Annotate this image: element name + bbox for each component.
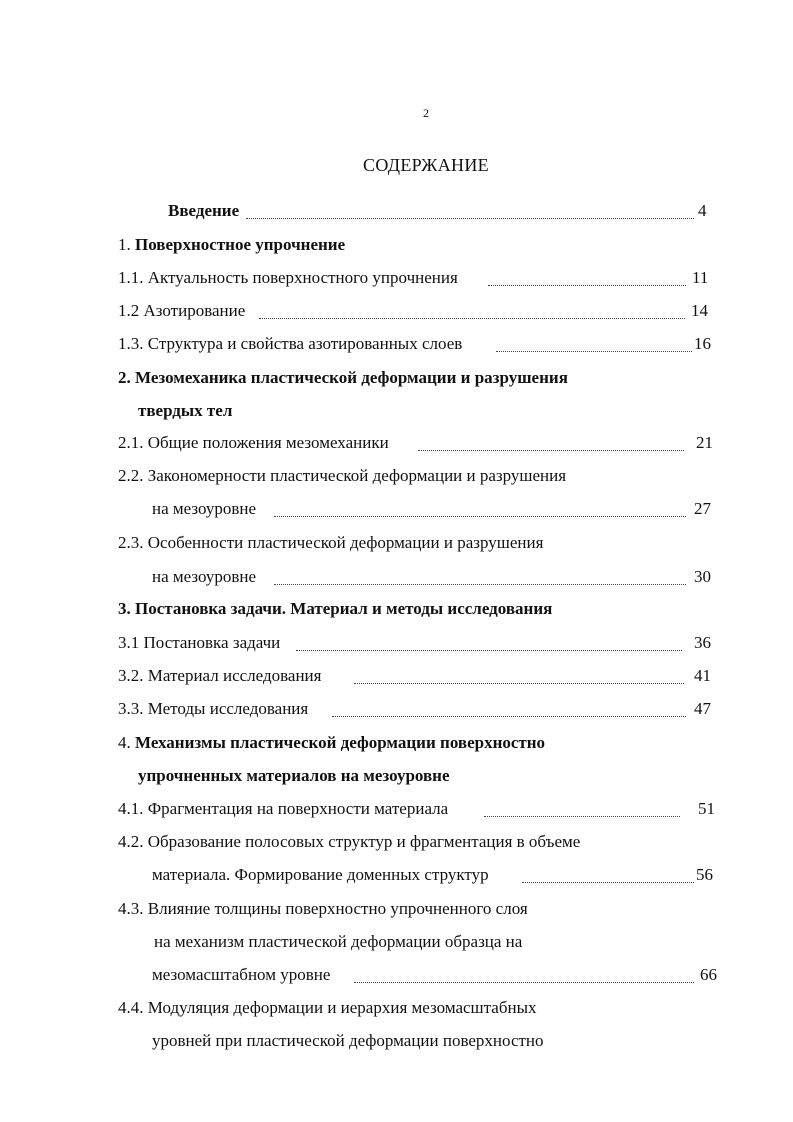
toc-entry-4-4[interactable] — [118, 997, 537, 1019]
toc-entry-label-continued: на мезоуровне — [152, 499, 257, 518]
toc-entry-label: 3.3. Методы исследования — [118, 699, 309, 718]
toc-page-number: 36 — [694, 633, 711, 652]
toc-entry-4-3[interactable] — [118, 898, 528, 920]
toc-entry-4-2[interactable] — [118, 831, 580, 853]
toc-page-number: 56 — [696, 865, 713, 884]
toc-entry-2-2-cont — [152, 498, 256, 520]
toc-page-number: 21 — [696, 433, 713, 452]
toc-entry-4-3-cont-2 — [152, 964, 330, 986]
toc-chapter-2-line-1[interactable] — [118, 367, 568, 389]
toc-entry-3-3[interactable] — [118, 698, 308, 720]
toc-entry-label: 1.3. Структура и свойства азотированных слоев — [118, 334, 463, 353]
toc-page-number: 66 — [700, 965, 717, 984]
toc-entry-4-1[interactable] — [118, 798, 448, 820]
toc-entry-label: 1.1. Актуальность поверхностного упрочнения — [118, 268, 458, 287]
toc-entry-label: 3.2. Материал исследования — [118, 666, 322, 685]
toc-chapter-3[interactable] — [118, 598, 552, 620]
toc-entry-intro[interactable] — [168, 200, 239, 222]
chapter-number: 4. — [118, 733, 135, 752]
chapter-title: 2. Мезомеханика пластической деформации и разрушения — [118, 368, 568, 387]
toc-entry-label-continued: на механизм пластической деформации образца на — [154, 932, 523, 951]
toc-entry-label: Введение — [168, 201, 240, 220]
chapter-title: Поверхностное упрочнение — [135, 235, 346, 254]
toc-entry-label: 2.2. Закономерности пластической деформации и разрушения — [118, 466, 567, 485]
toc-entry-label: 2.1. Общие положения мезомеханики — [118, 433, 389, 452]
toc-entry-2-1[interactable] — [118, 432, 389, 454]
toc-entry-label: 4.2. Образование полосовых структур и фрагментация в объеме — [118, 832, 581, 851]
toc-entry-2-3-cont — [152, 566, 256, 588]
toc-page-number: 47 — [694, 699, 711, 718]
toc-entry-label: 4.3. Влияние толщины поверхностно упрочненного слоя — [118, 899, 528, 918]
chapter-title: 3. Постановка задачи. Материал и методы исследования — [118, 599, 553, 618]
toc-entry-label-continued: мезомасштабном уровне — [152, 965, 331, 984]
toc-entry-label-continued: материала. Формирование доменных структур — [152, 865, 489, 884]
toc-page-number: 11 — [692, 268, 709, 287]
toc-entry-label-continued: на мезоуровне — [152, 567, 257, 586]
toc-entry-3-2[interactable] — [118, 665, 321, 687]
toc-entry-1-3[interactable] — [118, 333, 462, 355]
toc-chapter-2-line-2 — [138, 400, 232, 422]
toc-page-number: 27 — [694, 499, 711, 518]
toc-page-number: 4 — [698, 201, 707, 220]
toc-entry-1-1[interactable] — [118, 267, 458, 289]
toc-entry-label: 1.2 Азотирование — [118, 301, 246, 320]
toc-page-number: 14 — [691, 301, 708, 320]
toc-entry-3-1[interactable] — [118, 632, 280, 654]
chapter-title: Механизмы пластической деформации поверхностно — [135, 733, 546, 752]
toc-page-number: 30 — [694, 567, 711, 586]
page-title: СОДЕРЖАНИЕ — [363, 155, 489, 175]
toc-entry-label: 2.3. Особенности пластической деформации и разрушения — [118, 533, 544, 552]
toc-chapter-4-line-1[interactable] — [118, 732, 545, 754]
toc-chapter-1[interactable] — [118, 234, 345, 256]
toc-page-number: 16 — [694, 334, 711, 353]
toc-entry-label: 4.1. Фрагментация на поверхности материала — [118, 799, 449, 818]
toc-entry-label: 4.4. Модуляция деформации и иерархия мезомасштабных — [118, 998, 537, 1017]
page-number: 2 — [423, 106, 429, 120]
toc-entry-4-3-cont-1 — [154, 931, 522, 953]
toc-entry-label-continued: уровней при пластической деформации поверхностно — [152, 1031, 544, 1050]
chapter-number: 1. — [118, 235, 135, 254]
toc-entry-2-2[interactable] — [118, 465, 566, 487]
toc-entry-2-3[interactable] — [118, 532, 543, 554]
toc-page-number: 51 — [698, 799, 715, 818]
toc-chapter-4-line-2 — [138, 765, 450, 787]
toc-entry-1-2[interactable] — [118, 300, 245, 322]
toc-page-number: 41 — [694, 666, 711, 685]
toc-entry-4-4-cont — [152, 1030, 544, 1052]
chapter-title-continued: упрочненных материалов на мезоуровне — [138, 766, 450, 785]
toc-entry-label: 3.1 Постановка задачи — [118, 633, 281, 652]
chapter-title-continued: твердых тел — [138, 401, 233, 420]
toc-entry-4-2-cont — [152, 864, 489, 886]
